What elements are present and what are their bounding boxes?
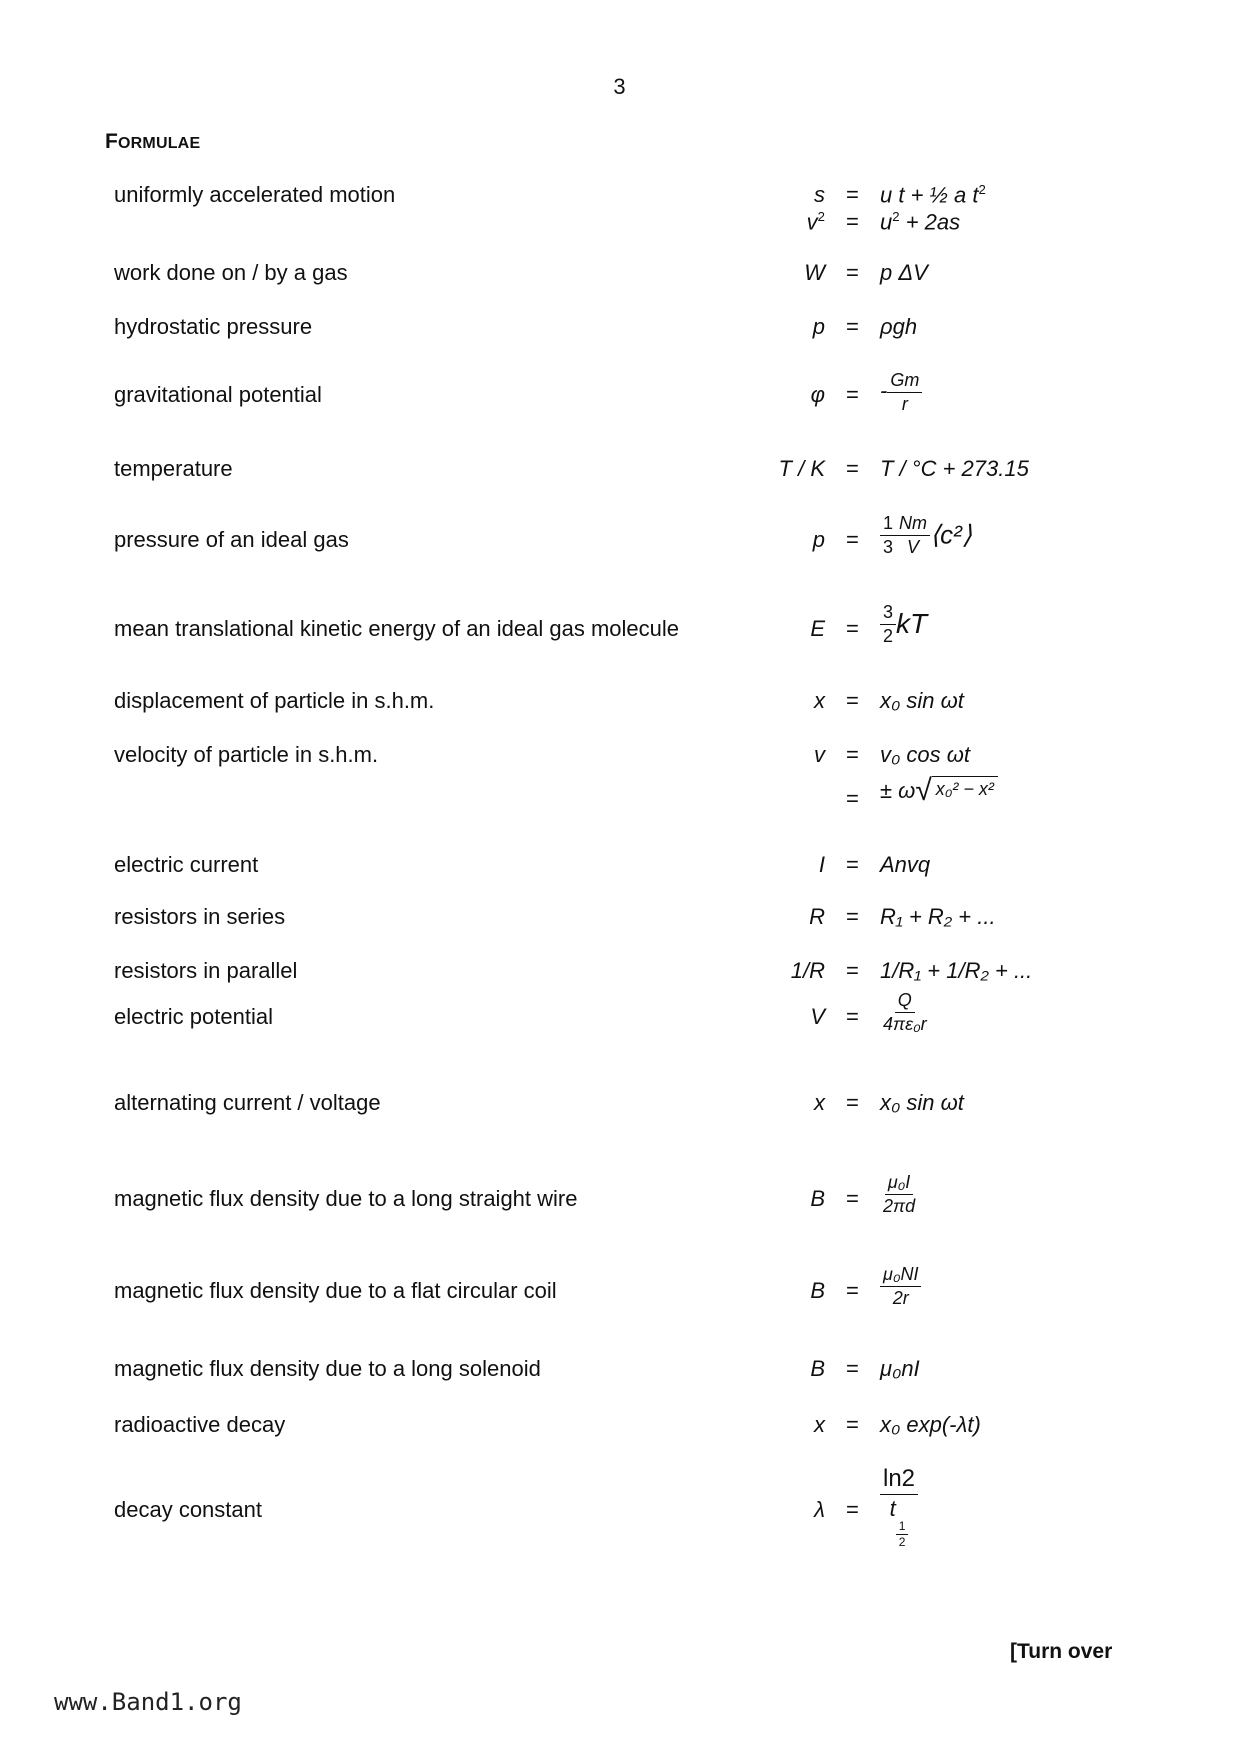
formula-lhs: v xyxy=(814,742,825,767)
formula-label: magnetic flux density due to a flat circular coil xyxy=(114,1278,557,1303)
fraction-denominator: r xyxy=(901,393,908,414)
equals-sign: = xyxy=(846,182,859,207)
formula-lhs: B xyxy=(810,1278,825,1303)
equals-sign: = xyxy=(846,786,859,811)
turn-over-note: [Turn over xyxy=(1010,1640,1113,1663)
formula-rhs xyxy=(880,1264,921,1308)
formula-label: velocity of particle in s.h.m. xyxy=(114,742,379,767)
equals-sign: = xyxy=(846,527,859,552)
fraction-numerator: μ₀NI xyxy=(880,1264,921,1287)
formula-lhs: W xyxy=(804,260,825,285)
equals-sign: = xyxy=(846,958,859,983)
formula-rhs: v₀ cos ωt xyxy=(880,742,970,767)
section-title xyxy=(105,130,200,154)
formula-lhs: φ xyxy=(810,382,825,407)
equals-sign: = xyxy=(846,1412,859,1437)
formula-rhs-2: $u^2 + 2as$ xyxy=(880,209,961,235)
fraction-denominator: 2r xyxy=(892,1287,909,1308)
formula-label: mean translational kinetic energy of an ideal gas molecule xyxy=(114,616,679,641)
formula-lhs: x xyxy=(814,688,825,713)
fraction-denominator: 3 xyxy=(883,536,894,557)
fraction-denominator: 4πε₀r xyxy=(883,1013,927,1034)
equals-sign: = xyxy=(846,260,859,285)
formula-lhs: T / K xyxy=(778,456,825,481)
fraction-numerator: Q xyxy=(895,990,915,1013)
formula-rhs-2-prefix: ± ω xyxy=(880,778,916,803)
formula-lhs: I xyxy=(818,852,825,877)
fraction-denominator: 2 xyxy=(883,625,894,646)
equals-sign: = xyxy=(846,742,859,767)
formula-rhs: p ΔV xyxy=(880,260,928,285)
formula-rhs-prefix: - xyxy=(880,378,888,403)
formula-lhs: p xyxy=(812,314,825,339)
fraction xyxy=(880,1172,918,1216)
radical-sign: √ xyxy=(915,774,932,807)
page-number: 3 xyxy=(613,74,626,99)
equals-sign: = xyxy=(846,1497,859,1522)
formula-label: pressure of an ideal gas xyxy=(114,527,349,552)
formula-lhs: λ xyxy=(814,1497,825,1522)
subscript-half-num: 1 xyxy=(896,1520,909,1536)
fraction-numerator: 1 xyxy=(880,513,896,536)
equals-sign: = xyxy=(846,1186,859,1211)
equals-sign: = xyxy=(846,209,859,234)
section-title-rest: ORMULAE xyxy=(118,135,201,152)
formula-label: electric potential xyxy=(114,1004,273,1029)
formula-rhs xyxy=(880,370,922,414)
formula-rhs-2 xyxy=(880,776,998,806)
section-title-first: F xyxy=(105,130,119,153)
formula-lhs: B xyxy=(810,1356,825,1381)
formula-lhs: p xyxy=(812,527,825,552)
formula-rhs: T / °C + 273.15 xyxy=(880,456,1029,481)
formula-lhs-2: $v^2$ xyxy=(806,209,825,235)
equals-sign: = xyxy=(846,382,859,407)
formula-label: uniformly accelerated motion xyxy=(114,182,396,207)
formula-label: alternating current / voltage xyxy=(114,1090,381,1115)
equals-sign: = xyxy=(846,1004,859,1029)
equals-sign: = xyxy=(846,1356,859,1381)
square-root xyxy=(915,776,998,806)
formula-label: radioactive decay xyxy=(114,1412,286,1437)
half-life-symbol: t xyxy=(889,1495,896,1521)
formula-label: gravitational potential xyxy=(114,382,322,407)
equals-sign: = xyxy=(846,616,859,641)
formula-lhs: x xyxy=(814,1412,825,1437)
formula-rhs: u t + ½ a $t^2$ xyxy=(880,182,986,208)
fraction-denominator xyxy=(887,1495,912,1551)
formula-lhs: x xyxy=(814,1090,825,1115)
formula-rhs xyxy=(880,990,930,1034)
equals-sign: = xyxy=(846,314,859,339)
formula-rhs: x₀ exp(-λt) xyxy=(880,1412,981,1437)
formula-rhs-text: u t + ½ a t xyxy=(880,182,979,208)
fraction xyxy=(880,1264,921,1308)
fraction-numerator: ln2 xyxy=(880,1465,918,1495)
formula-label: displacement of particle in s.h.m. xyxy=(114,688,435,713)
formula-rhs xyxy=(880,602,927,646)
equals-sign: = xyxy=(846,1090,859,1115)
formula-lhs-2-text: v xyxy=(806,209,818,235)
fraction-nm-over-v xyxy=(896,513,930,557)
formula-lhs: E xyxy=(810,616,825,641)
formula-lhs: B xyxy=(810,1186,825,1211)
fraction xyxy=(880,1465,918,1550)
mean-square-speed: ⟨c²⟩ xyxy=(930,519,972,550)
formula-label: electric current xyxy=(114,852,259,877)
formula-lhs: V xyxy=(810,1004,825,1029)
equals-sign: = xyxy=(846,904,859,929)
equals-sign: = xyxy=(846,852,859,877)
equals-sign: = xyxy=(846,456,859,481)
formula-label: magnetic flux density due to a long solenoid xyxy=(114,1356,541,1381)
fraction-three-halves xyxy=(880,602,896,646)
formula-label: hydrostatic pressure xyxy=(114,314,313,339)
formula-rhs: 1/R₁ + 1/R₂ + ... xyxy=(880,958,1033,983)
equals-sign: = xyxy=(846,1278,859,1303)
fraction-denominator: V xyxy=(907,536,920,557)
subscript-half-den: 2 xyxy=(898,1535,906,1550)
equals-sign: = xyxy=(846,688,859,713)
formula-lhs: R xyxy=(809,904,825,929)
formula-rhs xyxy=(880,1465,918,1550)
formula-rhs-2-a: u xyxy=(880,209,893,235)
formula-label: temperature xyxy=(114,456,233,481)
fraction-numerator: 3 xyxy=(880,602,896,625)
formula-label: magnetic flux density due to a long straight wire xyxy=(114,1186,578,1211)
formula-label: work done on / by a gas xyxy=(114,260,348,285)
formula-lhs: 1/R xyxy=(790,958,825,983)
formula-rhs: ρgh xyxy=(880,314,918,339)
website-watermark: www.Band1.org xyxy=(54,1688,242,1716)
fraction-numerator: μ₀I xyxy=(885,1172,913,1195)
fraction-numerator: Nm xyxy=(896,513,930,536)
formula-lhs: s xyxy=(814,182,825,207)
formula-label: resistors in parallel xyxy=(114,958,298,983)
formula-rhs-2-b: + 2as xyxy=(899,209,961,235)
formula-rhs: R₁ + R₂ + ... xyxy=(880,904,996,929)
formula-rhs xyxy=(880,513,972,557)
fraction xyxy=(880,990,930,1034)
fraction-numerator: Gm xyxy=(887,370,922,393)
fraction xyxy=(887,370,922,414)
formula-rhs: x₀ sin ωt xyxy=(880,688,964,713)
subscript-half xyxy=(896,1520,909,1551)
formula-label: resistors in series xyxy=(114,904,286,929)
radicand: x₀² − x² xyxy=(932,776,998,800)
formula-label: decay constant xyxy=(114,1497,262,1522)
fraction-one-third xyxy=(880,513,896,557)
formula-rhs: x₀ sin ωt xyxy=(880,1090,964,1115)
formula-tail: kT xyxy=(896,608,928,640)
formula-rhs: Anvq xyxy=(880,852,931,877)
fraction-denominator: 2πd xyxy=(883,1195,916,1216)
formula-rhs: μ₀nI xyxy=(880,1356,920,1381)
formula-rhs xyxy=(880,1172,918,1216)
